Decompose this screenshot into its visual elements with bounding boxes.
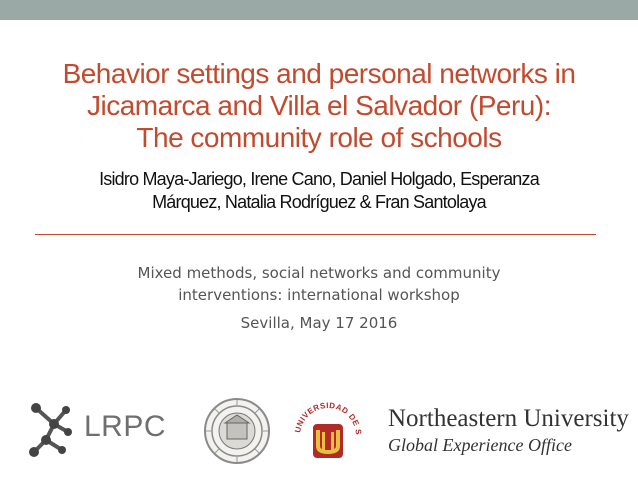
event-line: Mixed methods, social networks and community bbox=[137, 264, 501, 282]
author-list bbox=[0, 168, 638, 214]
event-date: Sevilla, May 17 2016 bbox=[240, 314, 398, 332]
sevilla-crest-icon bbox=[290, 394, 366, 468]
northeastern-logo bbox=[388, 405, 633, 460]
sevilla-arc-text: UNIVERSIDAD DE S bbox=[293, 400, 364, 436]
author-line: Isidro Maya-Jariego, Irene Cano, Daniel Holgado, Esperanza bbox=[99, 169, 539, 189]
top-bar bbox=[0, 0, 638, 20]
university-seal-icon bbox=[203, 397, 271, 465]
event-line: interventions: international workshop bbox=[178, 286, 460, 304]
university-seal-logo bbox=[203, 397, 271, 465]
title-line: Jicamarca and Villa el Salvador (Peru): bbox=[87, 90, 551, 121]
author-line: Márquez, Natalia Rodríguez & Fran Santolaya bbox=[152, 192, 486, 212]
lrpc-wordmark: LRPC bbox=[84, 410, 167, 443]
title-line: Behavior settings and personal networks in bbox=[62, 58, 576, 89]
northeastern-subtitle: Global Experience Office bbox=[388, 435, 572, 455]
sevilla-logo bbox=[290, 394, 366, 468]
slide-title bbox=[0, 58, 638, 154]
network-nodes-icon bbox=[24, 400, 82, 460]
event-subtitle bbox=[0, 262, 638, 306]
title-divider bbox=[35, 234, 596, 235]
title-line: The community role of schools bbox=[136, 122, 502, 153]
northeastern-name: Northeastern University bbox=[388, 405, 629, 432]
lrpc-logo bbox=[24, 400, 174, 460]
